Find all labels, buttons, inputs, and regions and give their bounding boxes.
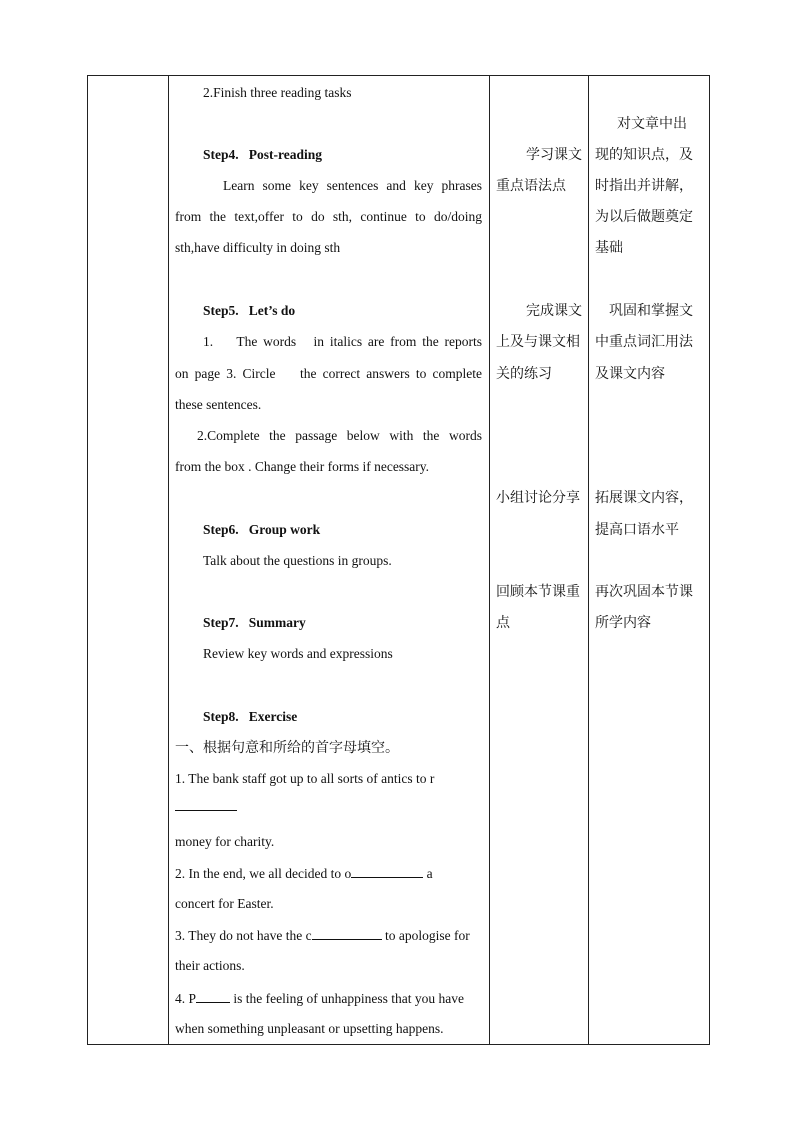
exercise-blank-3: [312, 925, 382, 940]
student-activity-line: 点: [496, 615, 510, 631]
design-intent-line: 所学内容: [595, 615, 651, 631]
design-intent-line: 巩固和掌握文: [609, 303, 693, 319]
step5-text-line: from the box . Change their forms if necessary.: [175, 459, 430, 474]
student-activity-line: 重点语法点: [496, 178, 566, 194]
design-intent-line: 时指出并讲解，: [595, 178, 693, 194]
design-intent-line: 为以后做题奠定: [595, 209, 693, 225]
stage-column-cell: [88, 76, 169, 1045]
exercise-instruction: 一、根据句意和所给的首字母填空。: [175, 740, 399, 756]
design-intent-line: 基础: [595, 240, 623, 256]
student-activity-cell: [490, 76, 589, 1045]
exercise-blank-4: [196, 988, 230, 1003]
step5-text-line: 1. The words in italics are from the reports: [203, 334, 482, 349]
step7-text-line: Review key words and expressions: [203, 646, 393, 661]
exercise-item-3-cont: their actions.: [175, 958, 245, 973]
exercise-item-4-cont: when something unpleasant or upsetting happens.: [175, 1021, 444, 1036]
design-intent-cell: [589, 76, 710, 1045]
step7-heading: Step7. Summary: [203, 615, 306, 630]
step4-text-line: Learn some key sentences and key phrases: [223, 178, 482, 193]
step5-text-line: on page 3. Circle the correct answers to complete: [175, 366, 482, 381]
exercise-blank-1: [175, 796, 237, 817]
exercise-item-4: 4. P is the feeling of unhappiness that you have: [175, 988, 464, 1009]
design-intent-line: 中重点词汇用法: [595, 334, 693, 350]
exercise-item-1: 1. The bank staff got up to all sorts of antics to r: [175, 771, 435, 786]
student-activity-line: 关的练习: [496, 366, 552, 382]
step4-text-line: from the text,offer to do sth, continue to do/doing: [175, 209, 482, 224]
exercise-item-2: 2. In the end, we all decided to o a: [175, 863, 433, 884]
reading-task-item: 2.Finish three reading tasks: [203, 85, 352, 100]
teaching-content-cell: [169, 76, 490, 1045]
step5-text-line: these sentences.: [175, 397, 262, 412]
step8-heading: Step8. Exercise: [203, 709, 298, 724]
exercise-item-2-cont: concert for Easter.: [175, 896, 274, 911]
design-intent-line: 提高口语水平: [595, 522, 679, 538]
step5-text-line: 2.Complete the passage below with the words: [197, 428, 482, 443]
design-intent-line: 现的知识点，及: [595, 147, 693, 163]
student-activity-line: 小组讨论分享: [496, 490, 580, 506]
exercise-item-3: 3. They do not have the c to apologise for: [175, 925, 470, 946]
step6-heading: Step6. Group work: [203, 522, 321, 537]
lesson-plan-table: [87, 75, 710, 1045]
student-activity-line: 上及与课文相: [496, 334, 580, 350]
step6-text-line: Talk about the questions in groups.: [203, 553, 392, 568]
step4-heading: Step4. Post-reading: [203, 147, 323, 162]
student-activity-line: 回顾本节课重: [496, 584, 580, 600]
student-activity-line: 学习课文: [526, 147, 582, 163]
step4-text-line: sth,have difficulty in doing sth: [175, 240, 341, 255]
exercise-blank-2: [351, 863, 423, 878]
design-intent-line: 再次巩固本节课: [595, 584, 693, 600]
exercise-item-1-cont: money for charity.: [175, 834, 275, 849]
design-intent-line: 对文章中出: [617, 116, 687, 132]
step5-heading: Step5. Let’s do: [203, 303, 296, 318]
table-row: [88, 76, 710, 1045]
design-intent-line: 及课文内容: [595, 366, 665, 382]
student-activity-line: 完成课文: [526, 303, 582, 319]
design-intent-line: 拓展课文内容，: [595, 490, 693, 506]
